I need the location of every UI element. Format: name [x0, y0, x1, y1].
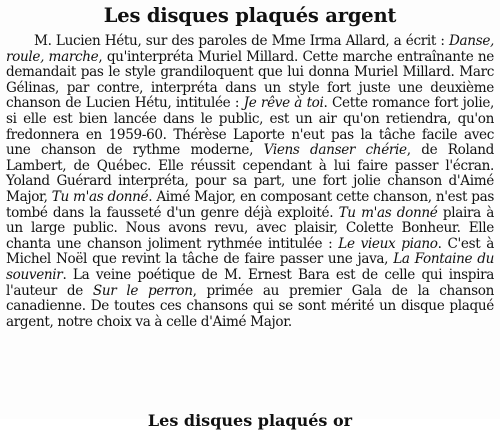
text-run: . Cette romance fort jolie, si elle est bien lancée dans le public, est un air qu'on retiendra, qu'on fredonnera en 1959-60. Thérèse Laporte n'eut pas la tâche facile avec une chanson de rythme moderne, — [6, 95, 494, 159]
article-title: Les disques plaqués argent — [103, 4, 397, 27]
song-title-tu-mas-donne-repeat: Tu m'as donné — [338, 204, 438, 221]
text-run: . Aimé Major, en composant cette chanson, n'est pas tombé dans la fausseté d'un genre déjà exploité. — [6, 188, 494, 221]
song-title-le-vieux-piano: Le vieux piano — [338, 235, 438, 252]
text-run: . La veine poétique de M. Ernest Bara est de celle qui inspira l'auteur de — [6, 266, 494, 299]
song-title-danse-roule-marche: Danse, roule, marche — [6, 33, 494, 65]
article-body — [6, 34, 494, 330]
text-run: . C'est à Michel Noël que revint la tâche de faire passer une java, — [6, 235, 494, 268]
song-title-tu-mas-donne: Tu m'as donné — [51, 188, 149, 205]
song-title-sur-le-perron: Sur le perron — [92, 282, 193, 299]
song-title-viens-danser-cherie: Viens danser chérie — [263, 142, 407, 159]
text-run: M. Lucien Hétu, sur des paroles de Mme Irma Allard, a écrit : — [34, 33, 449, 49]
song-title-la-fontaine-du-souvenir: La Fontaine du souvenir — [6, 251, 494, 283]
text-run: plaira à un large public. Nous avons revu, avec plaisir, Colette Bonheur. Elle chanta une chanson joliment rythmée intitulée : — [6, 204, 494, 252]
next-article-heading: Les disques plaqués or — [147, 411, 353, 430]
text-run: , primée au premier Gala de la chanson canadienne. De toutes ces chansons qui se sont mérité un disque plaqué argent, notre choix va à celle d'Aimé Major. — [6, 282, 494, 330]
text-run: , de Roland Lambert, de Québec. Elle réussit cependant à lui faire passer l'écran. Yoland Guérard interpréta, pour sa part, une fort jolie chanson d'Aimé Major, — [6, 142, 494, 205]
text-run: , qu'interpréta Muriel Millard. Cette marche entraînante ne demandait pas le style grandiloquent que lui donna Muriel Millard. Marc Gélinas, par contre, interpréta dans un style fort juste une deuxième chanson de Lucien Hétu, intitulée : — [6, 48, 494, 112]
song-title-je-reve-a-toi: Je rêve à toi — [243, 95, 324, 112]
